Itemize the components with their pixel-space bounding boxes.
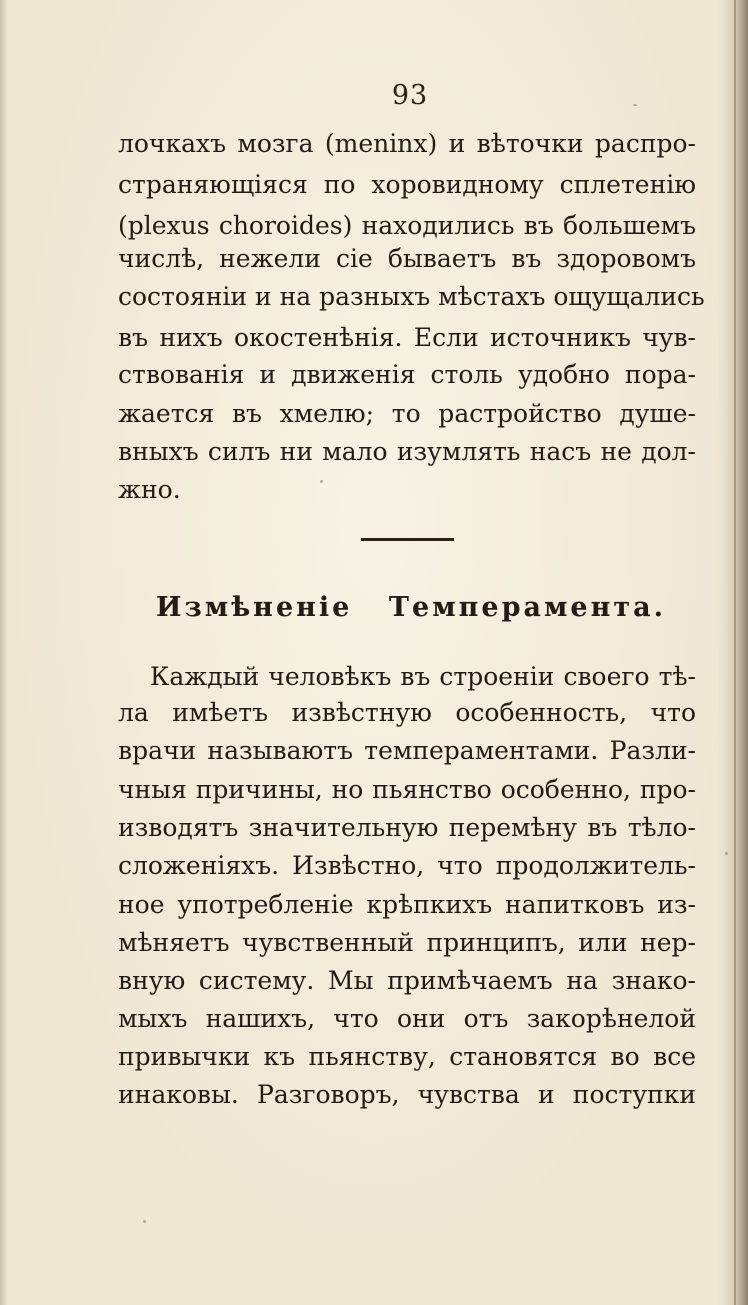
paper-speck <box>143 1220 146 1223</box>
text-line: сложеніяхъ. Извѣстно, что продолжитель- <box>118 851 696 880</box>
paper-speck <box>633 104 637 106</box>
text-line: въ нихъ окостенѣнія. Если источникъ чув- <box>118 323 696 352</box>
text-line: ствованія и движенія столь удобно пора- <box>118 360 696 389</box>
text-line: числѣ, нежели сіе бываетъ въ здоровомъ <box>118 244 696 273</box>
text-line: привычки къ пьянству, становятся во все <box>118 1042 696 1071</box>
page-edge-shadow <box>718 0 748 1305</box>
text-line: (plexus choroides) находились въ большемъ <box>118 211 696 240</box>
paper-speck <box>725 852 728 855</box>
page-edge-line <box>734 0 736 1305</box>
text-line: мыхъ нашихъ, что они отъ закорѣнелой <box>118 1004 696 1033</box>
page-number: 93 <box>391 80 429 111</box>
text-line: чныя причины, но пьянство особенно, про- <box>118 775 696 804</box>
text-line: лочкахъ мозга (meninx) и вѣточки распро- <box>118 129 696 158</box>
text-line: Каждый человѣкъ въ строеніи своего тѣ- <box>150 662 696 691</box>
text-line: ла имѣетъ извѣстную особенность, что <box>118 698 696 727</box>
text-line: врачи называютъ темпераментами. Разли- <box>118 736 696 765</box>
text-line: мѣняетъ чувственный принципъ, или нер- <box>118 928 696 957</box>
text-line: страняющіяся по хоровидному сплетенію <box>118 170 696 199</box>
binding-shadow <box>0 0 8 1305</box>
text-line: изводятъ значительную перемѣну въ тѣло- <box>118 813 696 842</box>
text-line: состояніи и на разныхъ мѣстахъ ощущались <box>118 282 705 311</box>
text-line: ное употребленіе крѣпкихъ напитковъ из- <box>118 890 696 919</box>
text-line: жно. <box>118 475 181 504</box>
section-divider <box>361 538 454 541</box>
text-line: вную систему. Мы примѣчаемъ на знако- <box>118 966 696 995</box>
text-line: инаковы. Разговоръ, чувства и поступки <box>118 1080 696 1109</box>
text-line: вныхъ силъ ни мало изумлять насъ не дол- <box>118 437 696 466</box>
text-line: жается въ хмелю; то растройство душе- <box>118 399 696 428</box>
section-heading: Измѣненіе Темперамента. <box>156 592 666 623</box>
paper-speck <box>320 480 323 483</box>
